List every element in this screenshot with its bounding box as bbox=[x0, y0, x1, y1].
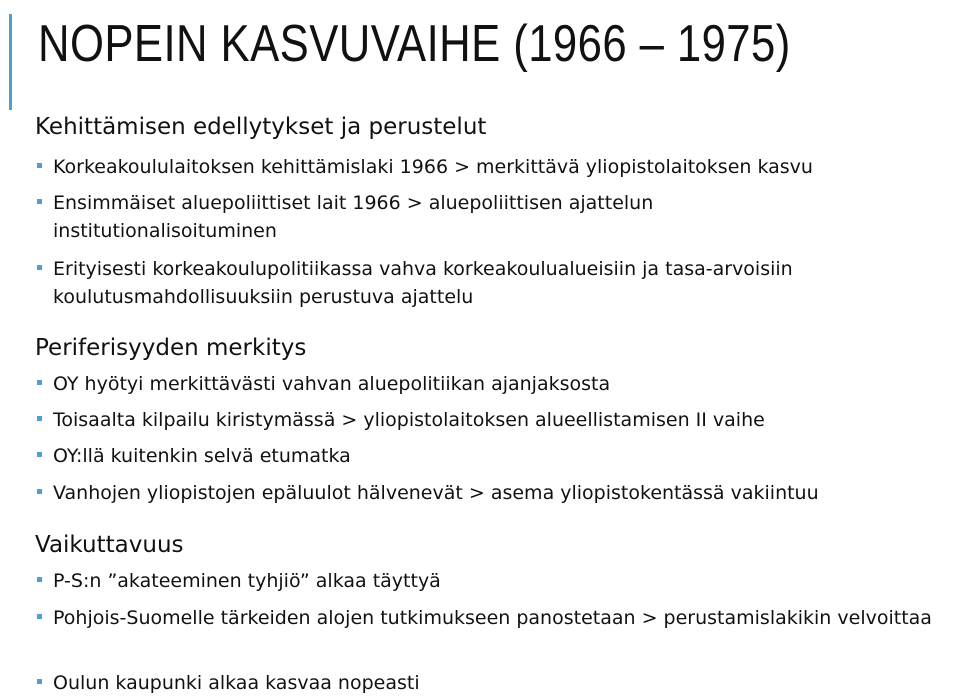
list-item bbox=[37, 189, 757, 245]
list-item-text: Toisaalta kilpailu kiristymässä > yliopistolaitoksen alueellistamisen II vaihe bbox=[53, 409, 765, 431]
list-item-text: Vanhojen yliopistojen epäluulot hälvenevät > asema yliopistokentässä vakiintuu bbox=[53, 482, 819, 504]
list-item-text: Korkeakoululaitoksen kehittämislaki 1966 > merkittävä yliopistolaitoksen kasvu bbox=[53, 156, 813, 178]
list-item bbox=[37, 153, 955, 181]
list-item-text: Oulun kaupunki alkaa kasvaa nopeasti bbox=[53, 672, 420, 694]
square-bullet-icon bbox=[37, 199, 42, 204]
section-heading-edellytykset: Kehittämisen edellytykset ja perustelut bbox=[35, 114, 487, 140]
square-bullet-icon bbox=[37, 452, 42, 457]
list-item bbox=[37, 442, 955, 470]
list-item-text: Erityisesti korkeakoulupolitiikassa vahva korkeakoulualueisiin ja tasa-arvoisiin koulutusmahdollisuuksiin perustuva ajattelu bbox=[53, 258, 793, 308]
square-bullet-icon bbox=[37, 577, 42, 582]
list-item bbox=[37, 370, 955, 398]
slide-title: NOPEIN KASVUVAIHE (1966 – 1975) bbox=[38, 15, 791, 73]
square-bullet-icon bbox=[37, 265, 42, 270]
list-item-text: Ensimmäiset aluepoliittiset lait 1966 > aluepoliittisen ajattelun institutionalisoituminen bbox=[53, 192, 654, 242]
list-item-text: OY hyötyi merkittävästi vahvan aluepolitiikan ajanjaksosta bbox=[53, 373, 611, 395]
list-item-text: Pohjois-Suomelle tärkeiden alojen tutkimukseen panostetaan > perustamislakikin velvoittaa bbox=[53, 607, 932, 629]
list-item bbox=[37, 406, 955, 434]
list-item bbox=[37, 669, 955, 697]
list-item-text: P-S:n ”akateeminen tyhjiö” alkaa täyttyä bbox=[53, 570, 441, 592]
section-heading-periferisyys: Periferisyyden merkitys bbox=[35, 335, 307, 361]
square-bullet-icon bbox=[37, 380, 42, 385]
list-item bbox=[37, 567, 955, 595]
list-item bbox=[37, 604, 955, 632]
list-item bbox=[37, 479, 955, 507]
list-item bbox=[37, 255, 937, 311]
square-bullet-icon bbox=[37, 614, 42, 619]
list-item-text: OY:llä kuitenkin selvä etumatka bbox=[53, 445, 351, 467]
square-bullet-icon bbox=[37, 489, 42, 494]
square-bullet-icon bbox=[37, 416, 42, 421]
square-bullet-icon bbox=[37, 163, 42, 168]
section-heading-vaikuttavuus: Vaikuttavuus bbox=[35, 532, 184, 558]
square-bullet-icon bbox=[37, 679, 42, 684]
